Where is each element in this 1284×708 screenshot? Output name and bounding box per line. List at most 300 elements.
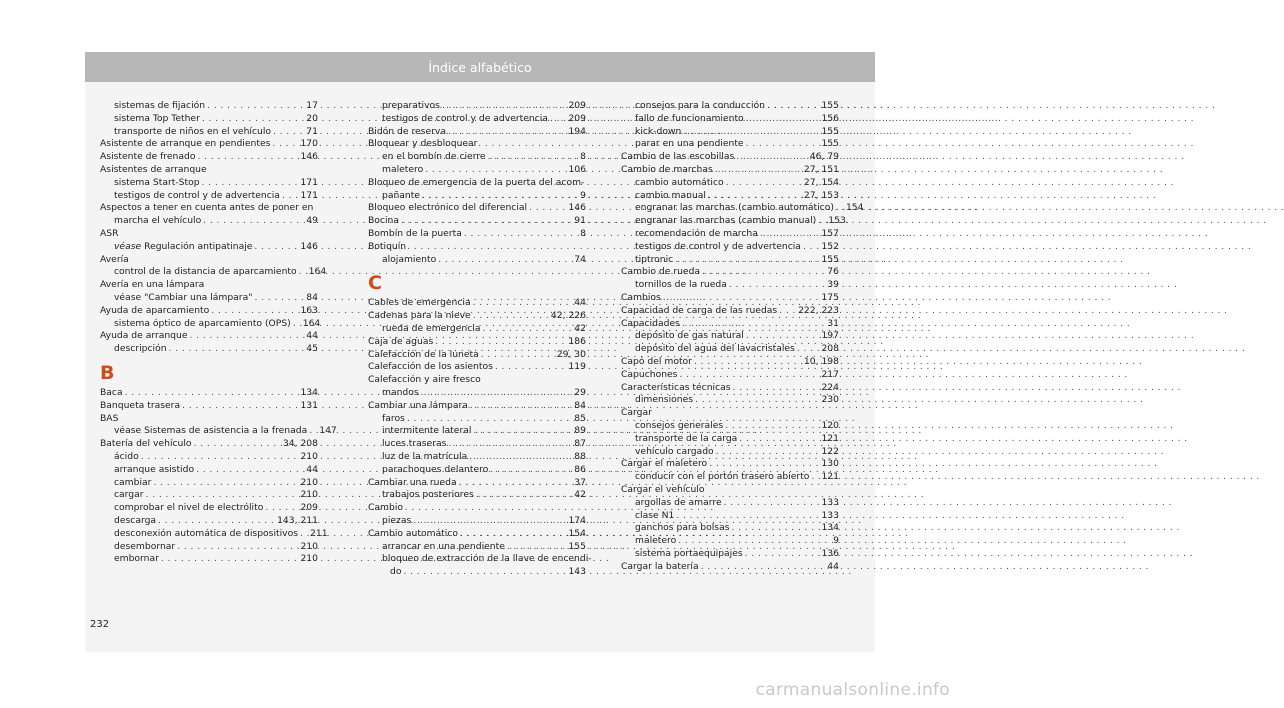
leader-dots [729,279,825,292]
index-subentry [368,190,586,203]
entry-term: arrancar en una pendiente [382,540,505,552]
leader-dots [797,343,820,356]
entry-page-ref: 45 [306,343,318,355]
index-subentry [368,164,586,177]
index-subentry [621,497,839,510]
leader-dots [473,297,573,310]
index-entry [368,297,586,310]
entry-page-ref: 44 [827,560,839,572]
index-entry [368,477,586,490]
leader-dots [282,190,299,203]
leader-dots [125,387,299,400]
index-subentry [621,535,839,548]
entry-page-ref: 89 [574,425,586,437]
leader-dots [141,451,299,464]
index-subentry [621,190,839,203]
index-entry [368,528,586,541]
entry-term: Cambio de rueda [621,266,701,278]
entry-term: Cambiar una lámpara [368,399,468,411]
entry-term: Baca [100,386,123,398]
entry-term: Cargar el maletero [621,458,708,470]
entry-term: Cadenas para la nieve [368,310,471,322]
entry-term: Avería [100,253,129,265]
entry-term: transporte de niños en el vehículo [114,125,271,137]
entry-term: ganchos para bolsas [635,522,730,534]
entry-term: piezas [382,514,412,526]
leader-dots [309,425,317,438]
entry-term: consejos generales [635,419,724,431]
entry-page-ref: 230 [821,394,839,406]
entry-term: Asistente de frenado [100,151,196,163]
leader-dots [682,318,825,331]
entry-term: cargar [114,489,144,501]
index-subentry [368,553,592,566]
index-subentry [368,515,586,528]
index-entry [621,561,839,574]
entry-term: alojamiento [382,253,437,265]
leader-dots [803,241,820,254]
index-column-3 [621,100,864,573]
leader-dots [495,361,567,374]
leader-dots [182,400,298,413]
entry-page-ref: 84 [574,399,586,411]
entry-page-ref: 49 [306,215,318,227]
entry-page-ref: 37 [574,476,586,488]
entry-term: Bombín de la puerta [368,227,462,239]
entry-page-ref: 44 [306,463,318,475]
index-entry [100,305,318,318]
leader-dots [470,400,572,413]
entry-term: parachoques delantero [382,463,489,475]
index-column-1 [100,100,337,566]
entry-term: Botiquín [368,240,407,252]
leader-dots [300,528,308,541]
entry-term: trabajos posteriores [382,489,474,501]
entry-term: depósito del agua del lavacristales [635,343,795,355]
leader-dots [425,164,566,177]
entry-term: cambiar [114,476,152,488]
entry-term: Cargar la batería [621,560,699,572]
entry-page-ref: 119 [568,361,586,373]
index-entry [368,202,586,215]
leader-dots [678,535,831,548]
index-subentry [100,113,318,126]
entry-term: testigos de control y de advertencia [382,112,548,124]
entry-page-ref: 9 [833,535,839,547]
entry-page-ref: 76 [827,266,839,278]
entry-page-ref: 71 [306,125,318,137]
entry-page-ref: 210 [300,489,318,501]
entry-page-ref: 164 [308,266,327,278]
index-subentry [100,425,337,438]
entry-page-ref: 86 [574,463,586,475]
entry-page-ref: 155 [821,138,839,150]
entry-term: Batería del vehículo [100,438,192,450]
leader-dots [197,151,298,164]
entry-term: arranque asistido [114,463,195,475]
index-entry [368,310,586,323]
index-entry [368,215,586,228]
entry-term: Ayuda de aparcamiento [100,304,210,316]
index-entry [100,164,318,177]
entry-page-ref: 164 [302,317,321,329]
entry-page-ref: 20 [306,112,318,124]
leader-dots [482,323,572,336]
index-subentry [621,177,839,190]
entry-page-ref: 17 [306,100,318,111]
entry-term: embornar [114,553,159,565]
leader-dots [676,510,819,523]
leader-dots [746,138,820,151]
index-subentry [368,438,586,451]
index-subentry [368,387,586,400]
index-entry [100,228,318,241]
entry-page-ref: 106 [568,163,586,175]
entry-term: vehículo cargado [635,445,714,457]
index-entry [100,400,318,413]
leader-dots [675,254,819,267]
index-subentry [368,100,586,113]
entry-term: parar en una pendiente [635,138,744,150]
entry-page-ref: 155 [568,540,586,552]
leader-dots [818,215,826,228]
entry-page-ref: 209 [300,502,318,514]
entry-term: maletero [382,163,424,175]
entry-term: Calefacción de la luneta [368,348,479,360]
entry-term: ácido [114,450,139,462]
leader-dots [725,420,819,433]
leader-dots [488,151,579,164]
header-bar [85,52,875,82]
entry-page-ref: 154 [845,202,864,214]
leader-dots [211,305,298,318]
index-entry [621,356,839,369]
leader-dots [401,215,572,228]
entry-term: en el bombín de cierre [382,151,486,163]
entry-term: engranar las marchas (cambio manual) [635,215,817,227]
entry-term: Asistente de arranque en pendientes [100,138,271,150]
index-entry [621,407,839,420]
leader-dots [708,190,802,203]
leader-dots [746,113,820,126]
index-entry [368,361,586,374]
index-subentry [100,343,318,356]
index-column-2 [368,100,592,579]
index-subentry [100,515,318,528]
entry-page-ref: 42 [574,322,586,334]
entry-term: clase N1 [635,509,675,521]
index-entry [100,202,318,215]
entry-page-ref: 175 [821,291,839,303]
entry-term: Capacidad de carga de las ruedas [621,304,778,316]
entry-term: Características técnicas [621,381,731,393]
index-subentry [621,330,839,343]
index-entry [621,151,839,164]
entry-page-ref: 136 [821,547,839,559]
leader-dots [177,541,298,554]
index-entry [368,374,586,387]
index-entry [621,292,839,305]
entry-term: mandos [382,386,419,398]
entry-term: sistema Top Tether [114,112,200,124]
entry-term: recomendación de marcha [635,227,758,239]
entry-page-ref: 210 [300,476,318,488]
index-subentry [100,100,318,113]
leader-dots [272,138,298,151]
index-entry [621,458,839,471]
watermark: carmanualsonline.info [755,680,950,700]
index-subentry [368,566,586,579]
leader-dots [811,471,819,484]
entry-page-ref: 211 [310,527,328,539]
entry-page-ref: 8 [580,151,586,163]
index-entry [100,254,318,267]
index-subentry [100,190,318,203]
entry-term: Asistentes de arranque [100,163,207,175]
entry-page-ref: 39 [827,279,839,291]
leader-dots [448,438,572,451]
index-subentry [621,510,839,523]
leader-dots [701,561,826,574]
entry-page-ref: 121 [821,432,839,444]
leader-dots [421,387,573,400]
leader-dots [293,318,301,331]
leader-dots [194,438,281,451]
entry-page-ref: 42 [574,489,586,501]
index-subentry [100,502,318,515]
entry-page-ref: 143, 211 [277,514,318,526]
leader-dots [158,515,275,528]
index-subentry [621,522,839,535]
section-letter: C [368,272,382,295]
index-entry [621,164,839,177]
entry-term: dimensiones [635,394,694,406]
index-subentry [100,489,318,502]
leader-dots [407,413,572,426]
entry-page-ref: 222, 223 [798,304,839,316]
entry-page-ref: 224 [821,381,839,393]
entry-term: maletero [635,535,677,547]
entry-term: véase "Cambiar una lámpara" [114,291,253,303]
leader-dots [459,477,573,490]
index-subentry [621,254,839,267]
index-entry [100,438,318,451]
entry-page-ref: 133 [821,496,839,508]
entry-term: Cambios [621,291,661,303]
index-subentry [621,228,839,241]
entry-term: sistema óptico de aparcamiento (OPS) [114,317,291,329]
leader-dots [203,215,304,228]
entry-term: descripción [114,343,167,355]
entry-term: luz de la matrícula [382,450,468,462]
entry-term: engranar las marchas (cambio automático) [635,202,834,214]
entry-term: Capó del motor [621,355,692,367]
entry-term: sistema Start-Stop [114,176,200,188]
leader-dots [679,369,819,382]
entry-term: testigos de control y de advertencia [114,189,280,201]
entry-term: Ayuda de arranque [100,330,188,342]
entry-page-ref: 27, 151 [803,163,839,175]
index-subentry [368,464,586,477]
entry-page-ref: 121 [821,471,839,483]
entry-page-ref: 210 [300,450,318,462]
entry-page-ref: 34, 208 [282,438,318,450]
entry-term: Avería en una lámpara [100,279,205,291]
index-subentry [100,477,318,490]
entry-page-ref: 152 [821,240,839,252]
index-subentry [621,100,839,113]
index-subentry [621,113,839,126]
leader-dots [716,446,820,459]
index-subentry [100,451,318,464]
entry-page-ref: 31 [827,317,839,329]
index-entry [621,369,839,382]
leader-dots [694,356,802,369]
index-subentry [368,254,586,267]
index-subentry [368,425,586,438]
leader-dots [442,100,567,113]
index-entry [621,382,839,395]
leader-dots [507,541,567,554]
entry-term: depósito de gas natural [635,330,744,342]
entry-term: conducir con el portón trasero abierto [635,471,810,483]
entry-term: desconexión automática de dispositivos [114,527,298,539]
leader-dots [169,343,305,356]
index-entry [100,387,318,400]
index-subentry [621,446,839,459]
leader-dots [469,451,572,464]
index-entry [100,151,318,164]
leader-dots [724,497,820,510]
leader-dots [273,126,304,139]
entry-page-ref: 209 [568,112,586,124]
index-subentry [621,126,839,139]
leader-dots [422,190,578,203]
entry-page-ref: 156 [821,112,839,124]
entry-term: desembornar [114,540,176,552]
entry-page-ref: 27, 154 [803,176,839,188]
index-subentry [621,420,839,433]
leader-dots [207,100,304,113]
entry-page-ref: 153 [828,215,846,227]
entry-page-ref: 8 [580,227,586,239]
entry-term: faros [382,412,405,424]
index-subentry [621,241,839,254]
entry-term: kick-down [635,125,682,137]
index-entry [368,349,586,362]
entry-page-ref: 131 [300,399,318,411]
entry-page-ref: 147 [319,425,337,437]
entry-page-ref: 120 [821,419,839,431]
leader-dots [739,433,819,446]
index-entry [368,400,586,413]
leader-dots [709,458,819,471]
entry-page-ref: 87 [574,438,586,450]
index-subentry [100,292,318,305]
index-subentry [621,202,864,215]
leader-dots [460,528,566,541]
leader-dots [202,113,304,126]
section-letter: B [100,361,115,384]
index-subentry [100,266,327,279]
entry-term: fallo de funcionamiento [635,112,744,124]
entry-term: tornillos de la rueda [635,279,727,291]
entry-term: Cambio automático [368,527,459,539]
leader-dots [760,228,820,241]
leader-dots [767,100,819,113]
entry-page-ref: 157 [821,227,839,239]
entry-term: Caja de aguas [368,335,434,347]
leader-dots [464,228,578,241]
leader-dots [779,305,796,318]
entry-term: Capacidades [621,317,680,329]
entry-page-ref: 44 [574,297,586,309]
index-entry [368,177,586,190]
leader-dots [196,464,304,477]
entry-term: Cambio de marchas [621,163,713,175]
leader-dots [715,164,802,177]
entry-page-ref: 84 [306,291,318,303]
index-subentry [100,541,318,554]
entry-term: BAS [100,412,119,424]
leader-dots [529,202,566,215]
index-subentry [100,527,328,541]
entry-term: Bloqueo de emergencia de la puerta del acom- [368,176,585,188]
entry-term: sistema portaequipajes [635,547,743,559]
index-subentry [100,177,318,190]
leader-dots [490,464,572,477]
entry-page-ref: 29 [574,386,586,398]
index-entry [621,484,839,497]
entry-term: comprobar el nivel de electrólito [114,502,264,514]
leader-dots [702,266,825,279]
index-subentry [100,215,318,228]
entry-term: Bloqueo electrónico del diferencial [368,202,528,214]
entry-page-ref: 155 [821,100,839,111]
entry-page-ref: 146 [300,240,318,252]
entry-term: preparativos [382,100,440,111]
entry-term: intermitente lateral [382,425,472,437]
leader-dots [448,126,566,139]
entry-page-ref: 29, 30 [556,348,586,360]
entry-page-ref: 27, 153 [803,189,839,201]
index-subentry [621,471,839,484]
entry-term: Cambiar una rueda [368,476,457,488]
entry-page-ref: 134 [300,386,318,398]
entry-page-ref: 171 [300,189,318,201]
index-subentry [621,215,846,228]
leader-dots [153,477,298,490]
index-subentry [621,138,839,151]
index-entry [368,336,586,349]
index-subentry [621,548,839,561]
entry-term: Cambio de las escobillas [621,151,735,163]
leader-dots [481,349,555,362]
entry-page-ref: 186 [568,335,586,347]
leader-dots [161,553,299,566]
entry-term: véase Regulación antipatinaje [114,240,253,252]
entry-page-ref: 46, 79 [809,151,839,163]
index-subentry [100,241,318,254]
index-entry [368,502,586,515]
leader-dots [413,515,566,528]
leader-dots [254,292,304,305]
index-subentry [621,394,839,407]
entry-term: luces traseras [382,438,447,450]
entry-term: Calefacción y aire fresco [368,374,481,386]
entry-page-ref: 88 [574,450,586,462]
entry-page-ref: 133 [821,509,839,521]
